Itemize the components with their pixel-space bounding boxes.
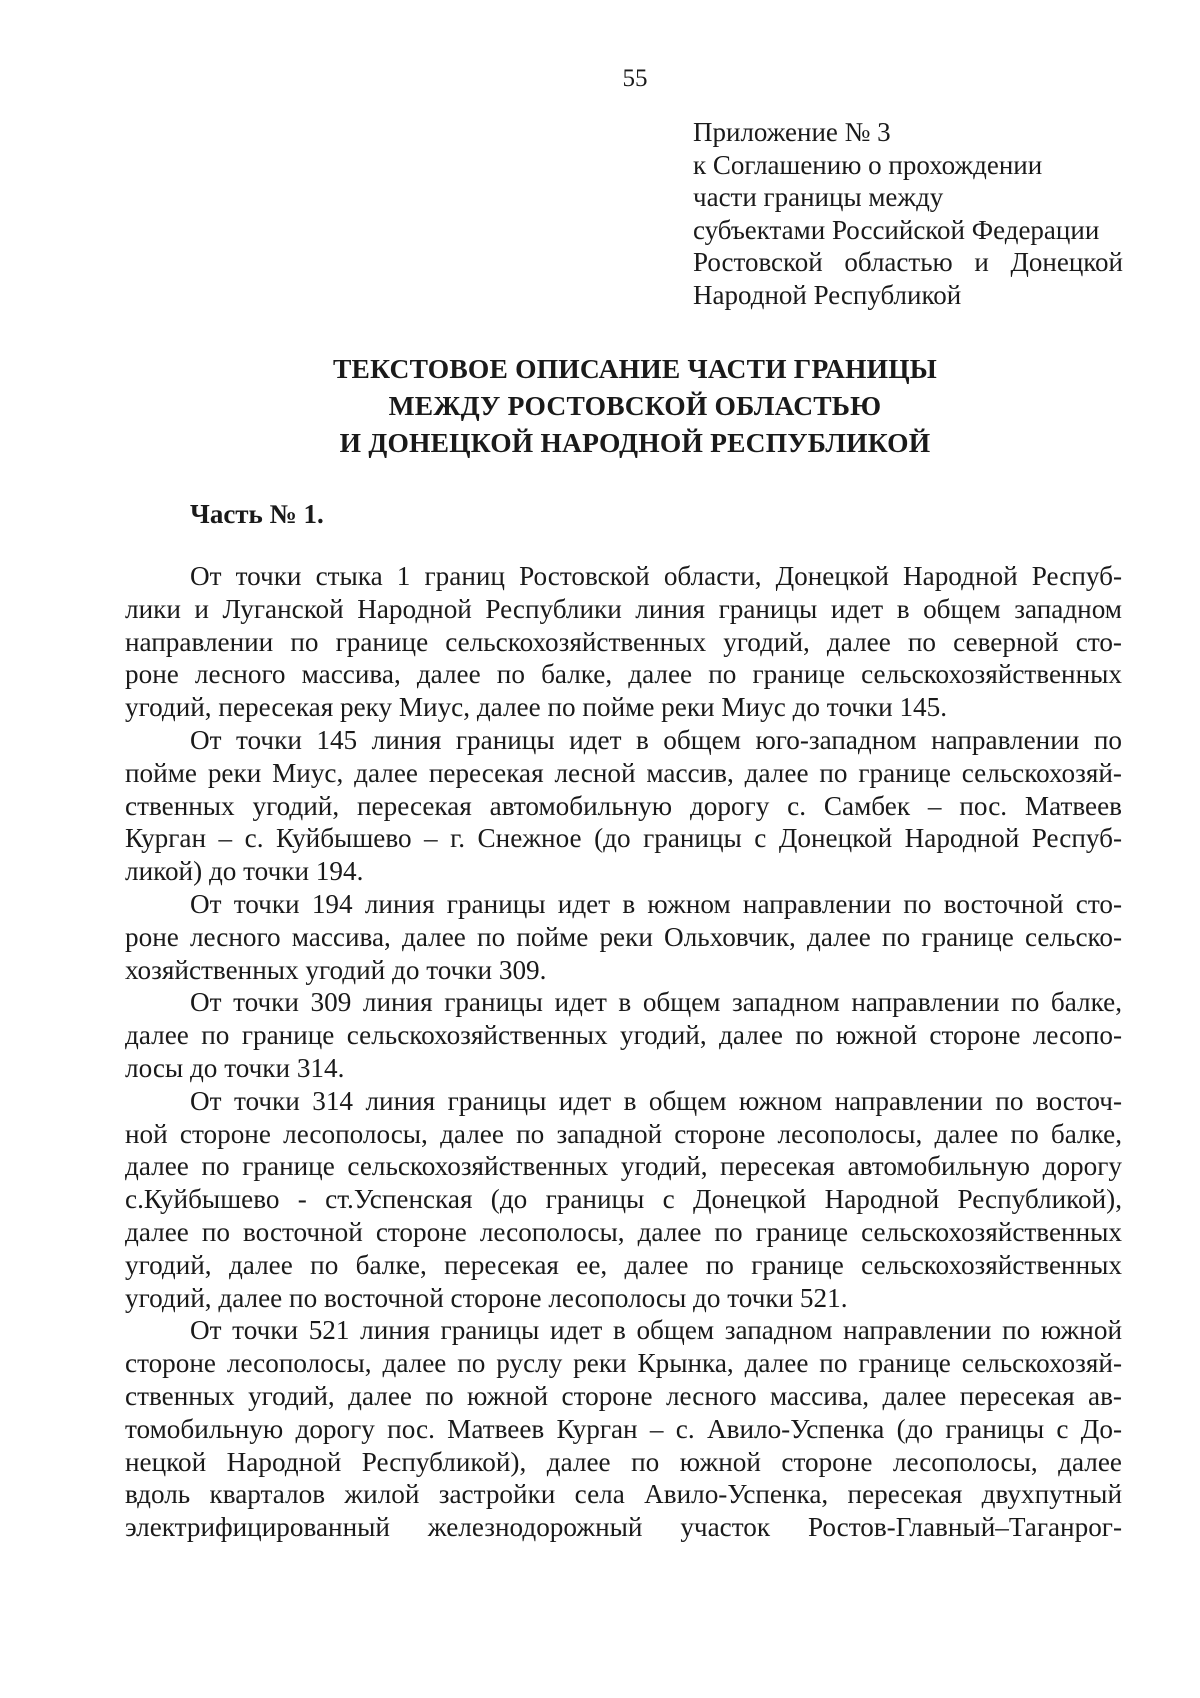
text-line: нецкой Народной Республикой), далее по южной стороне лесополосы, далее	[125, 1446, 1122, 1477]
appendix-line: Ростовской областью и Донецкой	[693, 247, 1123, 278]
text-line: стороне лесополосы, далее по руслу реки Крынка, далее по границе сельскохозяй-	[125, 1348, 1122, 1379]
text-line: угодий, далее по восточной стороне лесополосы до точки 521.	[125, 1282, 848, 1313]
paragraph	[125, 1085, 1122, 1315]
text-line: От точки 314 линия границы идет в общем южном направлении по восточ-	[190, 1085, 1122, 1116]
text-line: с.Куйбышево - ст.Успенская (до границы с Донецкой Народной Республикой),	[125, 1184, 1122, 1215]
text-line: ственных угодий, далее по южной стороне лесного массива, далее пересекая ав-	[125, 1380, 1122, 1411]
paragraph	[125, 560, 1122, 724]
text-line: От точки 194 линия границы идет в южном направлении по восточной сто-	[190, 888, 1122, 919]
text-line: ственных угодий, пересекая автомобильную дорогу с. Самбек – пос. Матвеев	[125, 790, 1122, 821]
text-line: далее по границе сельскохозяйственных угодий, далее по южной стороне лесопо-	[125, 1020, 1122, 1051]
text-line: роне лесного массива, далее по пойме реки Ольховчик, далее по границе сельско-	[125, 921, 1122, 952]
text-line: далее по восточной стороне лесополосы, далее по границе сельскохозяйственных	[125, 1216, 1122, 1247]
paragraph	[125, 888, 1122, 986]
text-line: угодий, далее по балке, пересекая ее, далее по границе сельскохозяйственных	[125, 1249, 1122, 1280]
appendix-line: к Соглашению о прохождении	[693, 149, 1043, 180]
paragraph	[125, 1314, 1122, 1544]
body-text	[125, 560, 1122, 1544]
text-line: угодий, пересекая реку Миус, далее по пойме реки Миус до точки 145.	[125, 692, 948, 723]
paragraph	[125, 986, 1122, 1084]
page-number: 55	[622, 65, 648, 92]
appendix-line: субъектами Российской Федерации	[693, 214, 1100, 245]
title-line: ТЕКСТОВОЕ ОПИСАНИЕ ЧАСТИ ГРАНИЦЫ	[333, 353, 937, 384]
text-line: хозяйственных угодий до точки 309.	[125, 954, 547, 985]
text-line: От точки 521 линия границы идет в общем западном направлении по южной	[190, 1315, 1122, 1346]
appendix-line: части границы между	[693, 182, 944, 213]
appendix-note	[693, 116, 1123, 312]
text-line: томобильную дорогу пос. Матвеев Курган – с. Авило-Успенка (до границы с До-	[125, 1413, 1122, 1444]
text-line: ликой) до точки 194.	[125, 856, 364, 887]
text-line: лосы до точки 314.	[125, 1052, 345, 1083]
document-title	[150, 350, 1120, 461]
title-line: И ДОНЕЦКОЙ НАРОДНОЙ РЕСПУБЛИКОЙ	[339, 427, 931, 458]
text-line: далее по границе сельскохозяйственных угодий, пересекая автомобильную дорогу	[125, 1151, 1122, 1182]
text-line: ной стороне лесополосы, далее по западной стороне лесополосы, далее по балке,	[125, 1118, 1122, 1149]
text-line: Курган – с. Куйбышево – г. Снежное (до границы с Донецкой Народной Респуб-	[125, 823, 1122, 854]
text-line: пойме реки Миус, далее пересекая лесной массив, далее по границе сельскохозяй-	[125, 757, 1122, 788]
appendix-line: Народной Республикой	[693, 279, 962, 310]
text-line: От точки стыка 1 границ Ростовской области, Донецкой Народной Респуб-	[190, 561, 1122, 591]
appendix-line: Приложение № 3	[693, 117, 891, 147]
text-line: От точки 145 линия границы идет в общем юго-западном направлении по	[190, 724, 1122, 755]
paragraph	[125, 724, 1122, 888]
title-line: МЕЖДУ РОСТОВСКОЙ ОБЛАСТЬЮ	[388, 390, 882, 421]
text-line: вдоль кварталов жилой застройки села Авило-Успенка, пересекая двухпутный	[125, 1479, 1122, 1510]
text-line: От точки 309 линия границы идет в общем западном направлении по балке,	[190, 987, 1122, 1018]
text-line: направлении по границе сельскохозяйственных угодий, далее по северной сто-	[125, 626, 1122, 657]
text-line: лики и Луганской Народной Республики линия границы идет в общем западном	[125, 593, 1122, 624]
text-line: электрифицированный железнодорожный участок Ростов-Главный–Таганрог-	[125, 1512, 1122, 1543]
part-heading: Часть № 1.	[190, 499, 324, 529]
text-line: роне лесного массива, далее по балке, далее по границе сельскохозяйственных	[125, 659, 1122, 690]
